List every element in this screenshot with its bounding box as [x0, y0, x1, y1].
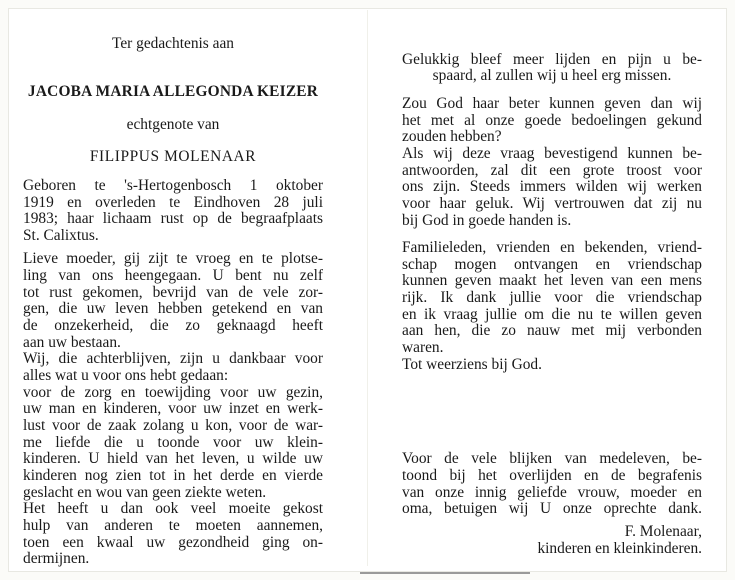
text-line: het met al onze goede bedoelingen gekund: [402, 112, 702, 129]
text-line: de onzekerheid, die zo geknaagd heeft: [23, 317, 323, 334]
text-line: geslacht en wou van geen ziekte weten.: [23, 484, 267, 501]
text-line: oma, betuigen wij U onze oprechte dank.: [402, 500, 702, 517]
card-fold: [367, 10, 368, 566]
text-line: zouden hebben?: [402, 128, 502, 145]
text-line: bij God in goede handen is.: [402, 212, 572, 229]
text-line: voor haar geluk. Wij vertrouwen dat zij nu: [402, 195, 702, 212]
text-line: van onze innig geliefde vrouw, moeder en: [402, 484, 702, 501]
text-line: ling van ons heengegaan. U bent nu zelf: [23, 267, 323, 284]
closing-line: Tot weerziens bij God.: [402, 356, 542, 373]
text-line: toond bij het overlijden en de begrafenis: [402, 467, 702, 484]
scan-edge: [360, 572, 530, 574]
text-line: uw man en kinderen, voor uw inzet en werk-: [23, 400, 323, 417]
signature-name: F. Molenaar,: [624, 523, 702, 540]
spouse-name: FILIPPUS MOLENAAR: [89, 148, 257, 165]
text-line: 1983; haar lichaam rust op de begraafplaats: [23, 210, 323, 227]
text-line: rijk. Ik dank jullie voor die vriendschap: [402, 289, 702, 306]
text-line: Zou God haar beter kunnen geven dan wij: [402, 95, 702, 112]
text-line: Gelukkig bleef meer lijden en pijn u be-: [402, 51, 702, 68]
text-line: kinderen nog zien tot in het derde en vierde: [23, 467, 323, 484]
deceased-name: JACOBA MARIA ALLEGONDA KEIZER: [27, 83, 319, 100]
text-line: kunnen geven maakt het leven van een mens: [402, 272, 702, 289]
text-line: Het heeft u dan ook veel moeite gekost: [23, 500, 323, 517]
text-line: Voor de vele blijken van medeleven, be-: [402, 450, 702, 467]
text-line: spaard, al zullen wij u heel erg missen.: [432, 67, 672, 84]
text-line: schap mogen ontvangen en vriendschap: [402, 256, 702, 273]
text-line: aan uw bestaan.: [23, 334, 121, 351]
text-line: hulp van anderen te moeten aannemen,: [23, 517, 323, 534]
text-line: aan hen, die zo nauw met mij verbonden: [402, 322, 702, 339]
signature-family: kinderen en kleinkinderen.: [537, 540, 702, 557]
text-line: antwoorden, zal dit een grote troost voor: [402, 162, 702, 179]
text-line: Wij, die achterblijven, zijn u dankbaar voor: [23, 350, 323, 367]
text-line: gen, die uw leven hebben getekend en van: [23, 300, 323, 317]
text-line: Geboren te 's-Hertogenbosch 1 oktober: [23, 177, 323, 194]
text-line: Als wij deze vraag bevestigend kunnen be-: [402, 145, 702, 162]
text-line: St. Calixtus.: [23, 227, 99, 244]
text-line: toen een kwaal uw gezondheid ging on-: [23, 534, 323, 551]
relation-line: echtgenote van: [126, 116, 220, 133]
text-line: tot rust gekomen, bevrijd van de vele zor-: [23, 284, 323, 301]
intro-line: Ter gedachtenis aan: [112, 35, 234, 52]
text-line: en ik vraag jullie om die nu te willen geven: [402, 306, 702, 323]
text-line: alles wat u voor ons hebt gedaan:: [23, 367, 229, 384]
text-line: dermijnen.: [23, 550, 90, 567]
text-line: lust voor de zaak zolang u kon, voor de war-: [23, 417, 323, 434]
text-line: me liefde die u toonde voor uw klein-: [23, 434, 323, 451]
text-line: kinderen. U hield van het leven, u wilde uw: [23, 450, 323, 467]
text-line: Lieve moeder, gij zijt te vroeg en te plotse-: [23, 250, 323, 267]
text-line: waren.: [402, 339, 444, 356]
text-line: Familieleden, vrienden en bekenden, vriend-: [402, 239, 702, 256]
text-line: ons zijn. Steeds immers wilden wij werken: [402, 178, 702, 195]
text-line: 1919 en overleden te Eindhoven 28 juli: [23, 194, 323, 211]
text-line: voor de zorg en toewijding voor uw gezin,: [23, 384, 323, 401]
